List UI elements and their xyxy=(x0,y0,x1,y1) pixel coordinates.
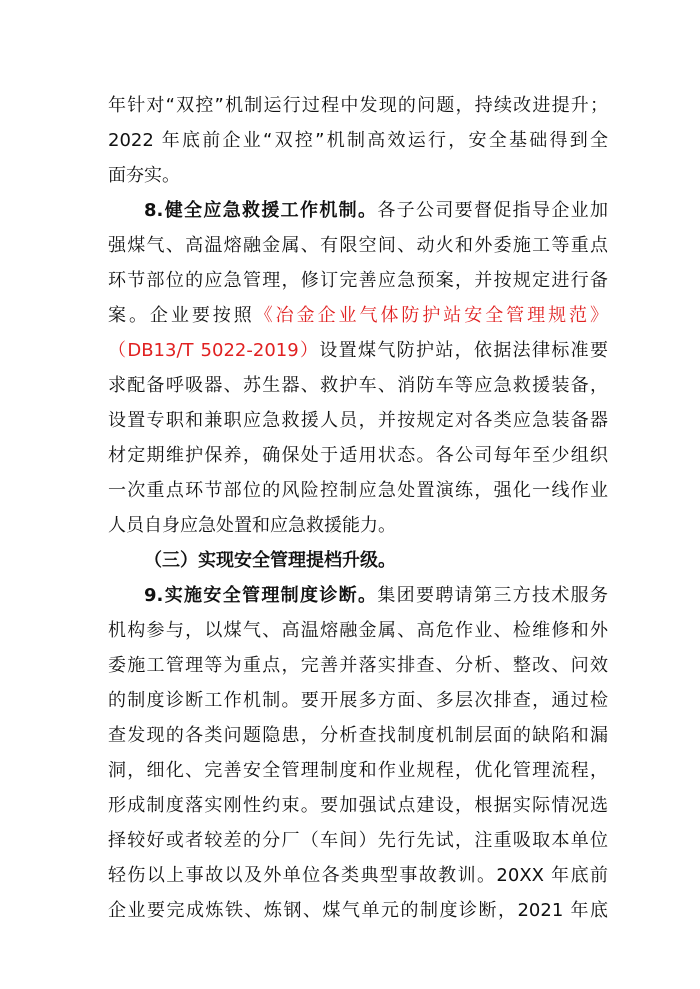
text-segment: 面夯实。 xyxy=(108,165,180,186)
text-segment: 形成制度落实刚性约束。要加强试点建设，根据实际情况选 xyxy=(108,795,608,816)
text-segment: 各子公司要督促指导企业加 xyxy=(377,200,608,221)
text-segment: 委施工管理等为重点，完善并落实排查、分析、整改、问效 xyxy=(108,655,608,676)
text-segment: 企业要完成炼铁、炼钢、煤气单元的制度诊断，2021 年底 xyxy=(108,900,608,921)
section-8-heading-line xyxy=(108,193,608,228)
text-segment: 一次重点环节部位的风险控制应急处置演练，强化一线作业 xyxy=(108,480,608,501)
body-line-20 xyxy=(108,753,608,788)
body-line-11 xyxy=(108,438,608,473)
body-line-3 xyxy=(108,158,608,193)
text-segment: 洞，细化、完善安全管理制度和作业规程，优化管理流程， xyxy=(108,760,608,781)
text-segment: 人员自身应急处置和应急救援能力。 xyxy=(108,515,396,536)
standard-code-reference: （DB13/T 5022-2019） xyxy=(108,340,320,361)
body-line-18 xyxy=(108,683,608,718)
body-line-17 xyxy=(108,648,608,683)
body-line-12 xyxy=(108,473,608,508)
text-segment: 设置煤气防护站，依据法律标准要 xyxy=(319,340,608,361)
text-segment: 的制度诊断工作机制。要开展多方面、多层次排查，通过检 xyxy=(108,690,608,711)
text-segment: 年针对“双控”机制运行过程中发现的问题，持续改进提升； xyxy=(108,95,608,116)
body-line-5 xyxy=(108,228,608,263)
body-line-19 xyxy=(108,718,608,753)
text-segment: 环节部位的应急管理，修订完善应急预案，并按规定进行备 xyxy=(108,270,608,291)
section-9-heading-line xyxy=(108,578,608,613)
body-line-21 xyxy=(108,788,608,823)
body-line-22 xyxy=(108,823,608,858)
section-9-heading: 9.实施安全管理制度诊断。 xyxy=(144,585,378,606)
body-line-6 xyxy=(108,263,608,298)
body-line-10 xyxy=(108,403,608,438)
text-segment: 择较好或者较差的分厂（车间）先行先试，注重吸取本单位 xyxy=(108,830,608,851)
body-line-13 xyxy=(108,508,608,543)
text-segment: 2022 年底前企业“双控”机制高效运行，安全基础得到全 xyxy=(108,130,608,151)
body-line-23 xyxy=(108,858,608,893)
standard-title-reference: 《冶金企业气体防护站安全管理规范》 xyxy=(254,305,609,326)
part-3-heading: （三）实现安全管理提档升级。 xyxy=(144,550,396,571)
part-3-heading-line xyxy=(108,543,608,578)
text-segment: 求配备呼吸器、苏生器、救护车、消防车等应急救援装备， xyxy=(108,375,608,396)
document-body xyxy=(108,88,608,928)
text-segment: 设置专职和兼职应急救援人员，并按规定对各类应急装备器 xyxy=(108,410,608,431)
text-segment: 机构参与，以煤气、高温熔融金属、高危作业、检维修和外 xyxy=(108,620,608,641)
body-line-9 xyxy=(108,368,608,403)
body-line-7 xyxy=(108,298,608,333)
text-segment: 查发现的各类问题隐患，分析查找制度机制层面的缺陷和漏 xyxy=(108,725,608,746)
body-line-2 xyxy=(108,123,608,158)
text-segment: 材定期维护保养，确保处于适用状态。各公司每年至少组织 xyxy=(108,445,608,466)
section-8-heading: 8.健全应急救援工作机制。 xyxy=(144,200,378,221)
text-segment: 案。企业要按照 xyxy=(108,305,255,326)
text-segment: 集团要聘请第三方技术服务 xyxy=(377,585,608,606)
body-line-1 xyxy=(108,88,608,123)
body-line-16 xyxy=(108,613,608,648)
body-line-24 xyxy=(108,893,608,928)
body-line-8 xyxy=(108,333,608,368)
text-segment: 轻伤以上事故以及外单位各类典型事故教训。20XX 年底前 xyxy=(108,865,608,886)
text-segment: 强煤气、高温熔融金属、有限空间、动火和外委施工等重点 xyxy=(108,235,608,256)
